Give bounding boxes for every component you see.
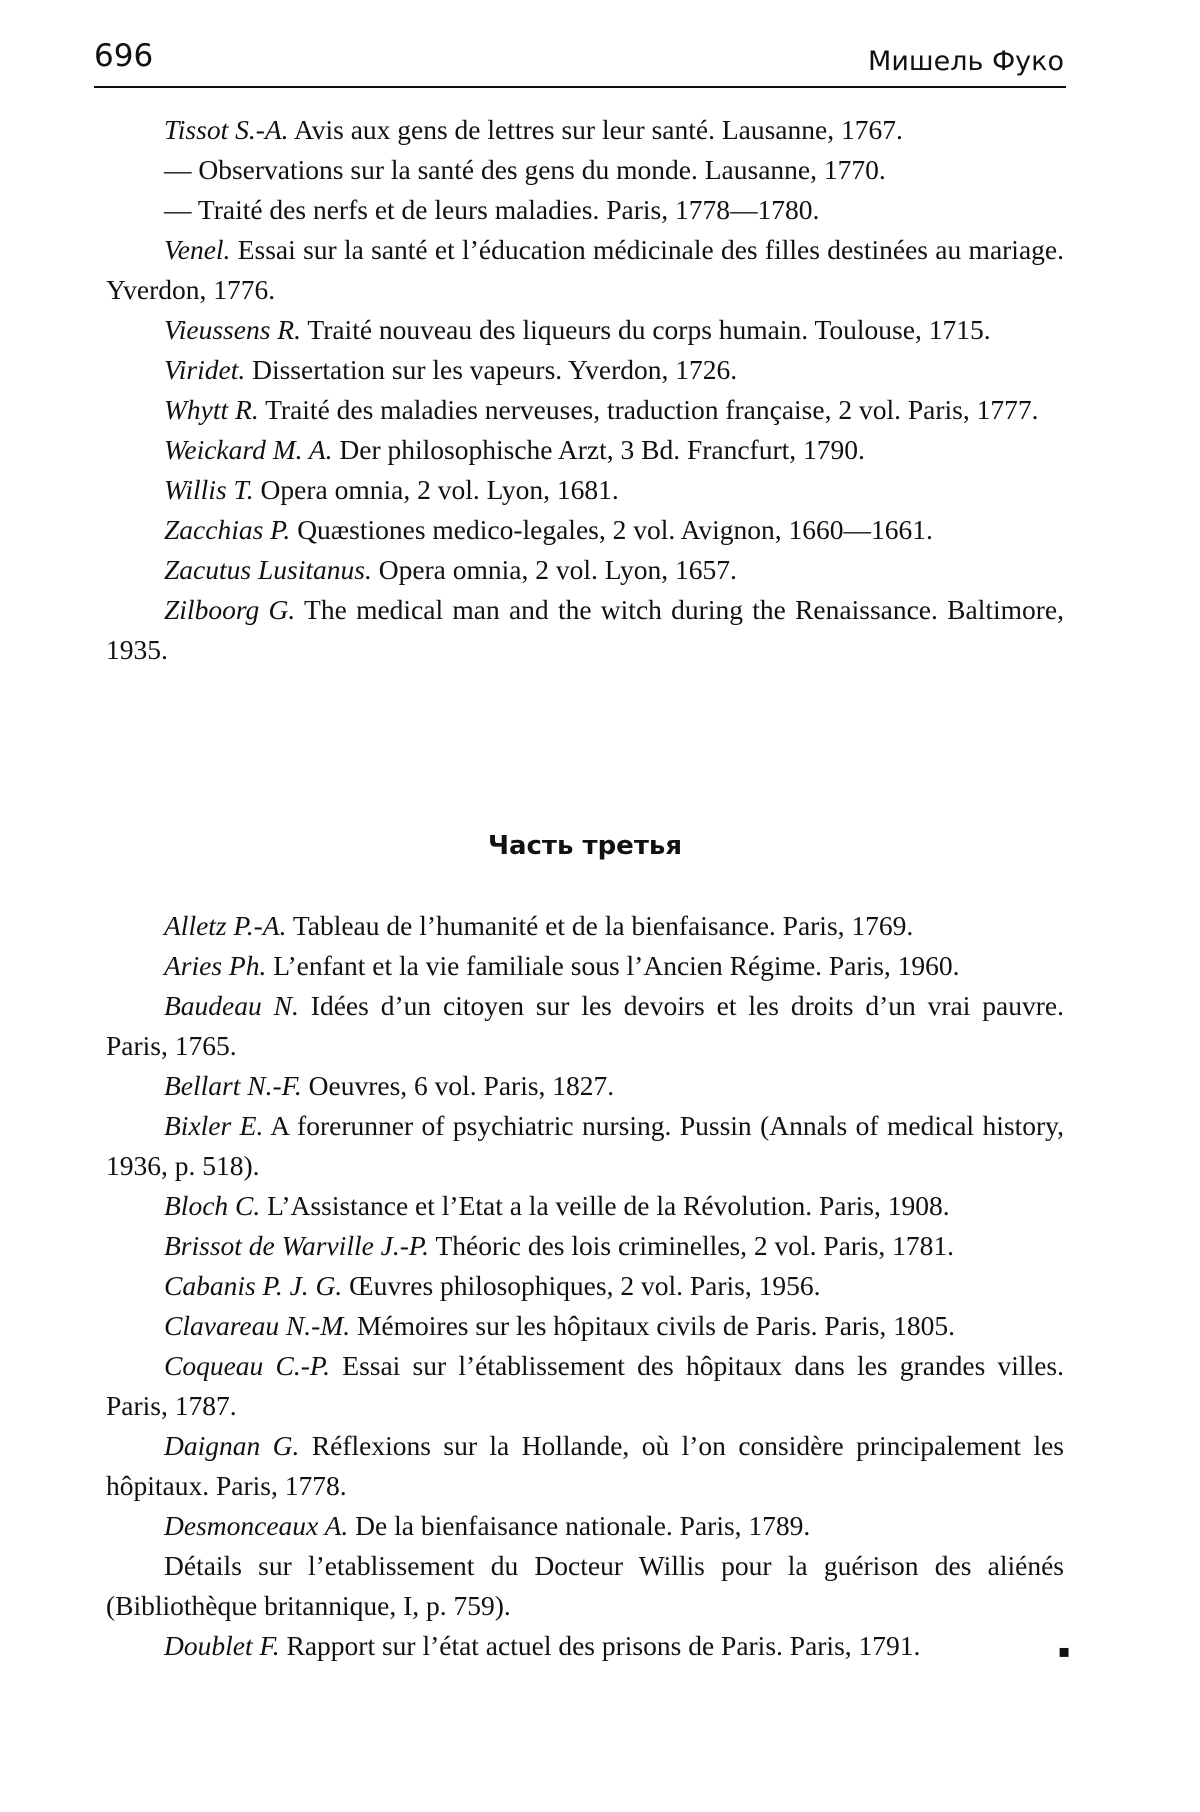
entry-author: Tissot S.-A. <box>164 114 289 145</box>
bibliography-entry <box>106 110 1064 150</box>
entry-author: Zacutus Lusitanus. <box>164 554 372 585</box>
bibliography-entry <box>106 1226 1064 1266</box>
entry-author: Aries Ph. <box>164 950 267 981</box>
entry-text: Traité des maladies nerveuses, traduction française, 2 vol. Paris, 1777. <box>265 394 1039 425</box>
bibliography-entry <box>106 1266 1064 1306</box>
entry-text: — Traité des nerfs et de leurs maladies. Paris, 1778—1780. <box>164 194 820 225</box>
entry-text: Œuvres philosophiques, 2 vol. Paris, 1956. <box>349 1270 821 1301</box>
entry-author: Vieussens R. <box>164 314 301 345</box>
entry-text: Détails sur l’etablissement du Docteur Willis pour la guérison des aliénés (Bibliothèque britannique, I, p. 759). <box>106 1550 1064 1621</box>
bibliography-entry <box>106 1546 1064 1626</box>
entry-author: Venel. <box>164 234 231 265</box>
bibliography-entry <box>106 550 1064 590</box>
bibliography-entry <box>106 150 1064 190</box>
entry-author: Willis T. <box>164 474 254 505</box>
entry-text: Quæstiones medico-legales, 2 vol. Avignon, 1660—1661. <box>297 514 933 545</box>
entry-text: Théoric des lois criminelles, 2 vol. Paris, 1781. <box>435 1230 955 1261</box>
running-head: Мишель Фуко <box>868 46 1064 77</box>
entry-author: Baudeau N. <box>164 990 299 1021</box>
entry-text: Opera omnia, 2 vol. Lyon, 1681. <box>260 474 619 505</box>
bibliography-entry <box>106 430 1064 470</box>
section-heading: Часть третья <box>487 831 683 861</box>
bibliography-entry <box>106 350 1064 390</box>
page-number: 696 <box>94 38 154 74</box>
corner-mark: ▪ <box>1058 1641 1071 1662</box>
entry-author: Zacchias P. <box>164 514 291 545</box>
bibliography-entry <box>106 1066 1064 1106</box>
bibliography-entry <box>106 190 1064 230</box>
bibliography-entry <box>106 986 1064 1066</box>
bibliography-entry <box>106 946 1064 986</box>
bibliography-entry <box>106 1106 1064 1186</box>
entry-author: Weickard M. A. <box>164 434 333 465</box>
entry-author: Doublet F. <box>164 1630 280 1661</box>
entry-text: Dissertation sur les vapeurs. Yverdon, 1726. <box>252 354 738 385</box>
entry-author: Bixler E. <box>164 1110 264 1141</box>
entry-text: The medical man and the witch during the Renaissance. Baltimore, 1935. <box>106 594 1064 665</box>
bibliography-entry <box>106 390 1064 430</box>
bibliography-entry <box>106 906 1064 946</box>
entry-text: De la bienfaisance nationale. Paris, 1789. <box>355 1510 811 1541</box>
entry-text: L’Assistance et l’Etat a la veille de la Révolution. Paris, 1908. <box>267 1190 950 1221</box>
entry-text: Der philosophische Arzt, 3 Bd. Francfurt, 1790. <box>339 434 865 465</box>
bibliography-list-part-2-end <box>106 110 1064 670</box>
entry-text: A forerunner of psychiatric nursing. Pussin (Annals of medical history, 1936, p. 518). <box>106 1110 1064 1181</box>
entry-text: L’enfant et la vie familiale sous l’Ancien Régime. Paris, 1960. <box>273 950 960 981</box>
bibliography-list-part-3 <box>106 906 1064 1666</box>
bibliography-entry <box>106 1626 1064 1666</box>
entry-author: Daignan G. <box>164 1430 300 1461</box>
entry-text: Rapport sur l’état actuel des prisons de Paris. Paris, 1791. <box>286 1630 921 1661</box>
entry-author: Coqueau C.-P. <box>164 1350 331 1381</box>
entry-author: Bellart N.-F. <box>164 1070 302 1101</box>
entry-author: Whytt R. <box>164 394 259 425</box>
entry-text: Opera omnia, 2 vol. Lyon, 1657. <box>378 554 737 585</box>
entry-text: Essai sur l’établissement des hôpitaux dans les grandes villes. Paris, 1787. <box>106 1350 1065 1421</box>
entry-author: Cabanis P. J. G. <box>164 1270 343 1301</box>
entry-text: — Observations sur la santé des gens du monde. Lausanne, 1770. <box>164 154 886 185</box>
bibliography-entry <box>106 1506 1064 1546</box>
bibliography-entry <box>106 230 1064 310</box>
bibliography-entry <box>106 1426 1064 1506</box>
bibliography-entry <box>106 310 1064 350</box>
bibliography-entry <box>106 1186 1064 1226</box>
bibliography-entry <box>106 510 1064 550</box>
entry-text: Réflexions sur la Hollande, où l’on considère principalement les hôpitaux. Paris, 1778. <box>106 1430 1064 1501</box>
entry-author: Bloch C. <box>164 1190 261 1221</box>
bibliography-entry <box>106 590 1064 670</box>
entry-text: Tableau de l’humanité et de la bienfaisance. Paris, 1769. <box>292 910 914 941</box>
entry-author: Brissot de Warville J.-P. <box>164 1230 430 1261</box>
entry-text: Idées d’un citoyen sur les devoirs et les droits d’un vrai pauvre. Paris, 1765. <box>106 990 1064 1061</box>
entry-author: Clavareau N.-M. <box>164 1310 351 1341</box>
entry-text: Oeuvres, 6 vol. Paris, 1827. <box>308 1070 615 1101</box>
entry-author: Zilboorg G. <box>164 594 296 625</box>
entry-text: Traité nouveau des liqueurs du corps humain. Toulouse, 1715. <box>307 314 991 345</box>
bibliography-entry <box>106 1346 1064 1426</box>
entry-text: Avis aux gens de lettres sur leur santé. Lausanne, 1767. <box>293 114 903 145</box>
entry-author: Alletz P.-A. <box>164 910 287 941</box>
entry-author: Desmonceaux A. <box>164 1510 349 1541</box>
entry-author: Viridet. <box>164 354 246 385</box>
entry-text: Mémoires sur les hôpitaux civils de Paris. Paris, 1805. <box>356 1310 956 1341</box>
entry-text: Essai sur la santé et l’éducation médicinale des filles destinées au mariage. Yverdon, 1776. <box>106 234 1064 305</box>
bibliography-entry <box>106 1306 1064 1346</box>
bibliography-entry <box>106 470 1064 510</box>
header-rule <box>94 86 1066 88</box>
page-header <box>94 36 1064 86</box>
